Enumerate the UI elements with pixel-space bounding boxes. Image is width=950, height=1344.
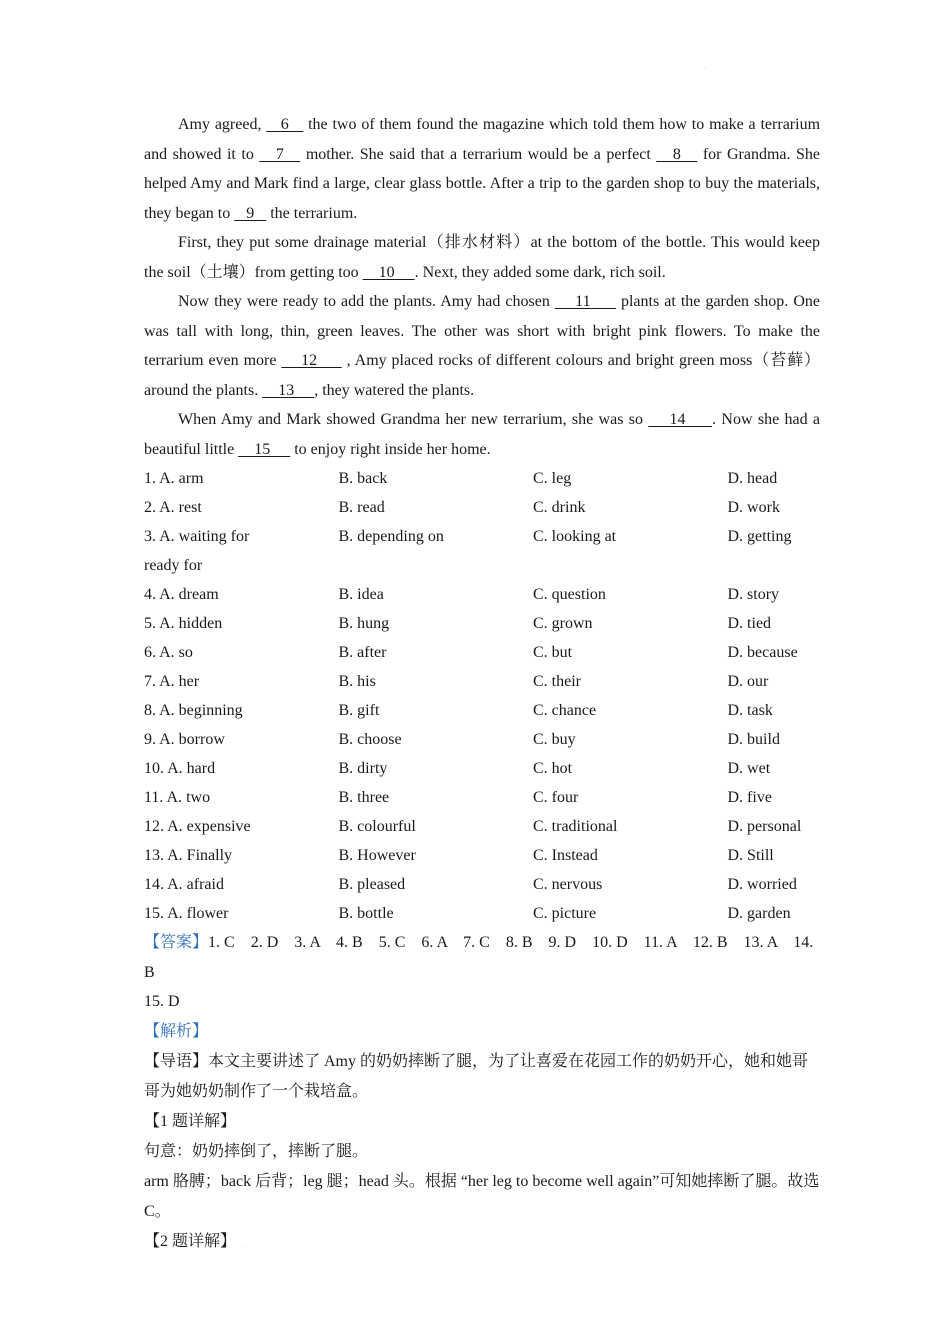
option-b: B. pleased	[338, 876, 406, 893]
passage-text: the terrarium.	[266, 204, 358, 222]
passage-text: . Now she had a beautiful little	[144, 411, 820, 458]
analysis-intro: 【导语】本文主要讲述了 Amy 的奶奶摔断了腿，为了让喜爱在花园工作的奶奶开心，她和她哥哥为她奶奶制作了一个栽培盒。	[144, 1052, 809, 1100]
analysis-tag: 【解析】	[144, 1022, 209, 1040]
passage-paragraph	[144, 110, 820, 228]
question-row	[144, 696, 820, 725]
passage-text: mother. She said that a terrarium would be a perfect	[300, 145, 657, 163]
option-b: B. hung	[338, 615, 390, 632]
option-b: B. choose	[338, 731, 402, 748]
option-c: C. question	[533, 586, 606, 603]
answer-block	[144, 928, 820, 987]
passage-text: When Amy and Mark showed Grandma her new terrarium, she was so	[178, 411, 649, 428]
option-c: C. four	[533, 789, 579, 806]
option-b: B. read	[338, 499, 385, 516]
question-options	[144, 464, 820, 928]
blank-number: 12	[281, 352, 342, 369]
option-d: D. tied	[727, 615, 772, 632]
option-d: D. story	[727, 586, 780, 603]
option-d: D. Still	[727, 847, 774, 864]
passage-paragraph	[144, 287, 820, 405]
answer-tag: 【答案】	[144, 934, 209, 951]
option-d: D. five	[727, 789, 772, 806]
option-c: C. traditional	[533, 818, 618, 835]
cloze-passage	[144, 110, 820, 464]
passage-text: , they watered the plants.	[314, 381, 475, 399]
option-a: 14. A. afraid	[144, 876, 224, 893]
option-b: B. after	[338, 644, 387, 661]
option-a: 10. A. hard	[144, 760, 216, 777]
answer-text: 1. C 2. D 3. A 4. B 5. C 6. A 7. C 8. B 9. D 10. D 11. A 12. B 13. A 14. B	[144, 934, 814, 981]
question-row	[144, 609, 820, 638]
option-b: B. bottle	[338, 905, 394, 922]
option-b: B. colourful	[338, 818, 416, 835]
option-a: 15. A. flower	[144, 905, 229, 922]
question-row	[144, 522, 820, 551]
blank-number: 6	[266, 116, 304, 133]
question-row	[144, 493, 820, 522]
question-row	[144, 464, 820, 493]
q1-explain: arm 胳膊；back 后背；leg 腿；head 头。根据 “her leg to become well again”可知她摔断了腿。故选 C。	[144, 1172, 820, 1220]
page-mark-top: ·	[704, 66, 706, 72]
option-a: 1. A. arm	[144, 470, 204, 487]
option-d: D. task	[727, 702, 773, 719]
option-b: B. dirty	[338, 760, 388, 777]
passage-text: to enjoy right inside her home.	[290, 440, 491, 458]
option-c: C. their	[533, 673, 581, 690]
passage-text: , Amy placed rocks of different colours and bright green moss（苔藓）around the plants.	[144, 352, 820, 399]
q1-heading: 【1 题详解】	[144, 1112, 237, 1130]
question-row	[144, 580, 820, 609]
page-mark-bottom: ·	[244, 1245, 246, 1251]
option-c: C. chance	[533, 702, 597, 719]
option-a: 7. A. her	[144, 673, 200, 690]
document-page	[144, 110, 820, 1257]
option-b: B. gift	[338, 702, 380, 719]
answer-block-line2	[144, 987, 820, 1017]
option-c: C. grown	[533, 615, 593, 632]
passage-text: plants at the garden shop. One was tall with long, thin, green leaves. The other was short with bright pink flowers. To make the terrarium even more	[144, 293, 820, 369]
option-d: D. wet	[727, 760, 771, 777]
answer-text-line2: 15. D	[144, 993, 180, 1010]
passage-text: First, they put some drainage material（排水材料）at the bottom of the bottle. This would keep the soil（土壤）from getting too	[144, 234, 820, 281]
blank-number: 13	[262, 381, 315, 399]
option-b: B. back	[338, 470, 388, 487]
passage-text: Now they were ready to add the plants. Amy had chosen	[178, 293, 555, 310]
option-d: D. build	[727, 731, 780, 748]
option-a: 11. A. two	[144, 789, 211, 806]
option-b: B. three	[338, 789, 390, 806]
question-row	[144, 754, 820, 783]
option-d: D. work	[727, 499, 780, 516]
option-d: D. personal	[727, 818, 802, 835]
option-b: B. his	[338, 673, 376, 690]
q1-meaning: 句意：奶奶摔倒了，摔断了腿。	[144, 1142, 369, 1160]
question-row	[144, 725, 820, 754]
option-a: 2. A. rest	[144, 499, 202, 516]
passage-text: the two of them found the magazine which told them how to make a terrarium and showed it to	[144, 116, 821, 163]
option-a: 9. A. borrow	[144, 731, 225, 748]
option-a: 3. A. waiting for	[144, 528, 250, 545]
option-c: C. picture	[533, 905, 597, 922]
q2-heading: 【2 题详解】	[144, 1232, 237, 1250]
option-c: C. nervous	[533, 876, 603, 893]
blank-number: 9	[234, 204, 267, 222]
blank-number: 15	[238, 440, 291, 458]
blank-number: 14	[648, 411, 713, 428]
option-a: 12. A. expensive	[144, 818, 251, 835]
option-d-wrap: ready for	[144, 557, 203, 574]
question-row	[144, 899, 820, 928]
blank-number: 11	[554, 293, 616, 310]
option-d: D. garden	[727, 905, 791, 922]
passage-text: Amy agreed,	[178, 116, 267, 133]
blank-number: 7	[259, 145, 301, 163]
option-b: B. However	[338, 847, 416, 864]
question-row	[144, 812, 820, 841]
passage-text: for Grandma. She helped Amy and Mark find a large, clear glass bottle. After a trip to the garden shop to buy the materials, they began to	[144, 145, 821, 222]
blank-number: 8	[656, 145, 698, 163]
option-a: 8. A. beginning	[144, 702, 243, 719]
blank-number: 10	[362, 263, 415, 281]
option-c: C. hot	[533, 760, 573, 777]
question-row	[144, 870, 820, 899]
question-row-wrap	[144, 551, 820, 580]
question-row	[144, 783, 820, 812]
option-c: C. leg	[533, 470, 572, 487]
passage-paragraph	[144, 228, 820, 287]
option-b: B. idea	[338, 586, 384, 603]
passage-text: . Next, they added some dark, rich soil.	[414, 263, 666, 281]
question-row	[144, 638, 820, 667]
passage-paragraph	[144, 405, 820, 464]
option-d: D. because	[727, 644, 798, 661]
option-b: B. depending on	[338, 528, 444, 545]
option-c: C. looking at	[533, 528, 617, 545]
question-row	[144, 667, 820, 696]
option-c: C. Instead	[533, 847, 598, 864]
option-a: 6. A. so	[144, 644, 193, 661]
option-c: C. drink	[533, 499, 586, 516]
question-row	[144, 841, 820, 870]
option-a: 4. A. dream	[144, 586, 219, 603]
option-a: 5. A. hidden	[144, 615, 223, 632]
analysis-tag-line	[144, 1017, 820, 1047]
option-a: 13. A. Finally	[144, 847, 233, 864]
option-c: C. but	[533, 644, 573, 661]
option-d: D. our	[727, 673, 769, 690]
option-d: D. getting	[727, 528, 792, 545]
option-d: D. worried	[727, 876, 797, 893]
option-d: D. head	[727, 470, 778, 487]
option-c: C. buy	[533, 731, 576, 748]
